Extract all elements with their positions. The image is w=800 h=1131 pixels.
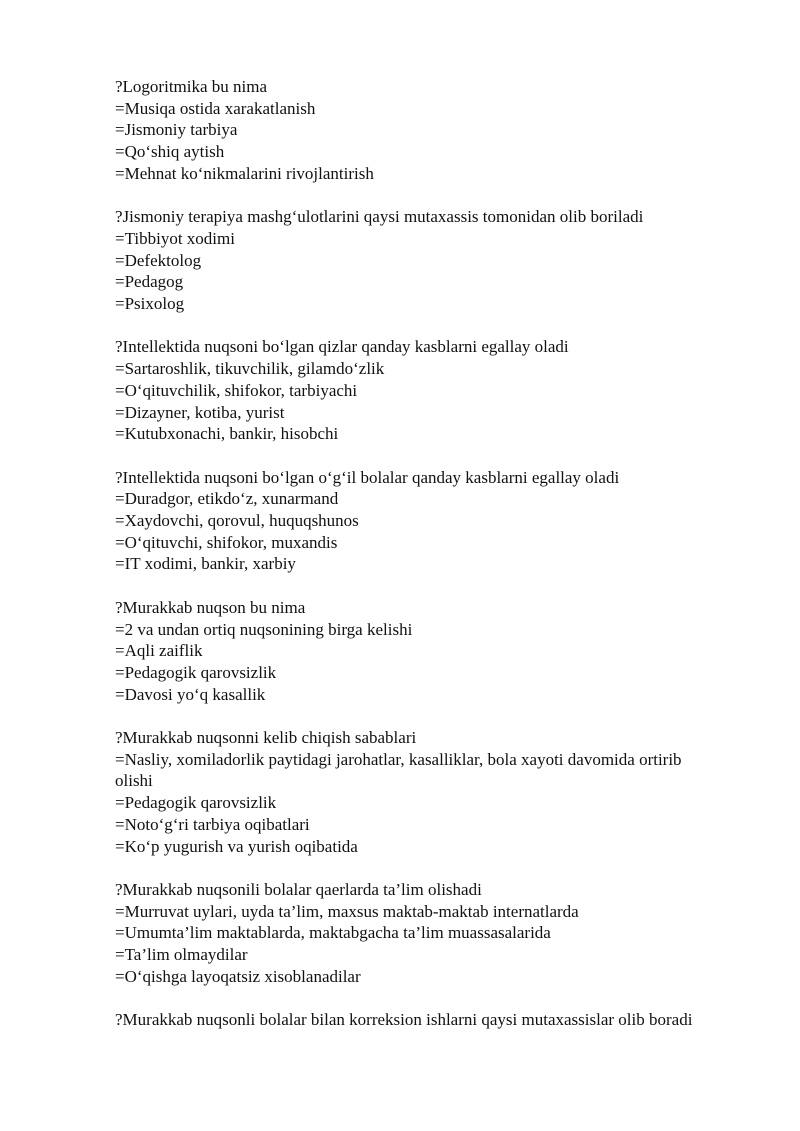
question-text: ?Intellektida nuqsoni bo‘lgan qizlar qanday kasblarni egallay oladi — [115, 337, 569, 357]
answer-option: =Dizayner, kotiba, yurist — [115, 402, 285, 422]
question-block — [115, 879, 715, 988]
question-text: ?Murakkab nuqsonili bolalar qaerlarda ta’lim olishadi — [115, 879, 482, 899]
answer-option: =Defektolog — [115, 250, 202, 270]
question-text: ?Murakkab nuqson bu nima — [115, 597, 306, 617]
answer-option: =Aqli zaiflik — [115, 641, 203, 661]
answer-option: =O‘qishga layoqatsiz xisoblanadilar — [115, 966, 361, 986]
answer-option: =Umumta’lim maktablarda, maktabgacha ta’lim muassasalarida — [115, 923, 551, 943]
answer-option: =Duradgor, etikdo‘z, xunarmand — [115, 489, 339, 509]
answer-option: =Psixolog — [115, 294, 185, 314]
answer-option: =Pedagog — [115, 272, 184, 292]
document-page — [115, 76, 715, 1053]
answer-option: =Xaydovchi, qorovul, huquqshunos — [115, 511, 359, 531]
question-text: ?Intellektida nuqsoni bo‘lgan o‘g‘il bolalar qanday kasblarni egallay oladi — [115, 467, 620, 487]
question-block — [115, 727, 715, 857]
answer-option: =Sartaroshlik, tikuvchilik, gilamdo‘zlik — [115, 359, 385, 379]
answer-option: =Kutubxonachi, bankir, hisobchi — [115, 424, 339, 444]
answer-option: =Davosi yo‘q kasallik — [115, 684, 266, 704]
answer-option: =Nasliy, xomiladorlik paytidagi jarohatlar, kasalliklar, bola xayoti davomida ortirib olishi — [115, 749, 682, 791]
question-block — [115, 336, 715, 445]
question-block — [115, 76, 715, 185]
answer-option: =Mehnat ko‘nikmalarini rivojlantirish — [115, 163, 374, 183]
answer-option: =IT xodimi, bankir, xarbiy — [115, 554, 296, 574]
question-text: ?Murakkab nuqsonli bolalar bilan korreksion ishlarni qaysi mutaxassislar olib boradi — [115, 1010, 693, 1030]
question-block — [115, 206, 715, 315]
question-text: ?Jismoniy terapiya mashg‘ulotlarini qaysi mutaxassis tomonidan olib boriladi — [115, 207, 644, 227]
answer-option: =Murruvat uylari, uyda ta’lim, maxsus maktab-maktab internatlarda — [115, 901, 579, 921]
question-block — [115, 597, 715, 706]
answer-option: =O‘qituvchi, shifokor, muxandis — [115, 532, 338, 552]
answer-option: =Ta’lim olmaydilar — [115, 945, 248, 965]
answer-option: =O‘qituvchilik, shifokor, tarbiyachi — [115, 380, 358, 400]
answer-option: =Noto‘g‘ri tarbiya oqibatlari — [115, 814, 310, 834]
answer-option: =Musiqa ostida xarakatlanish — [115, 98, 316, 118]
answer-option: =Tibbiyot xodimi — [115, 228, 235, 248]
answer-option: =Jismoniy tarbiya — [115, 120, 238, 140]
answer-option: =Pedagogik qarovsizlik — [115, 793, 277, 813]
answer-option: =Ko‘p yugurish va yurish oqibatida — [115, 836, 358, 856]
question-block — [115, 1009, 715, 1031]
question-block — [115, 467, 715, 576]
answer-option: =2 va undan ortiq nuqsonining birga kelishi — [115, 619, 413, 639]
answer-option: =Pedagogik qarovsizlik — [115, 662, 277, 682]
question-text: ?Murakkab nuqsonni kelib chiqish sabablari — [115, 728, 417, 748]
answer-option: =Qo‘shiq aytish — [115, 142, 225, 162]
question-text: ?Logoritmika bu nima — [115, 77, 268, 96]
